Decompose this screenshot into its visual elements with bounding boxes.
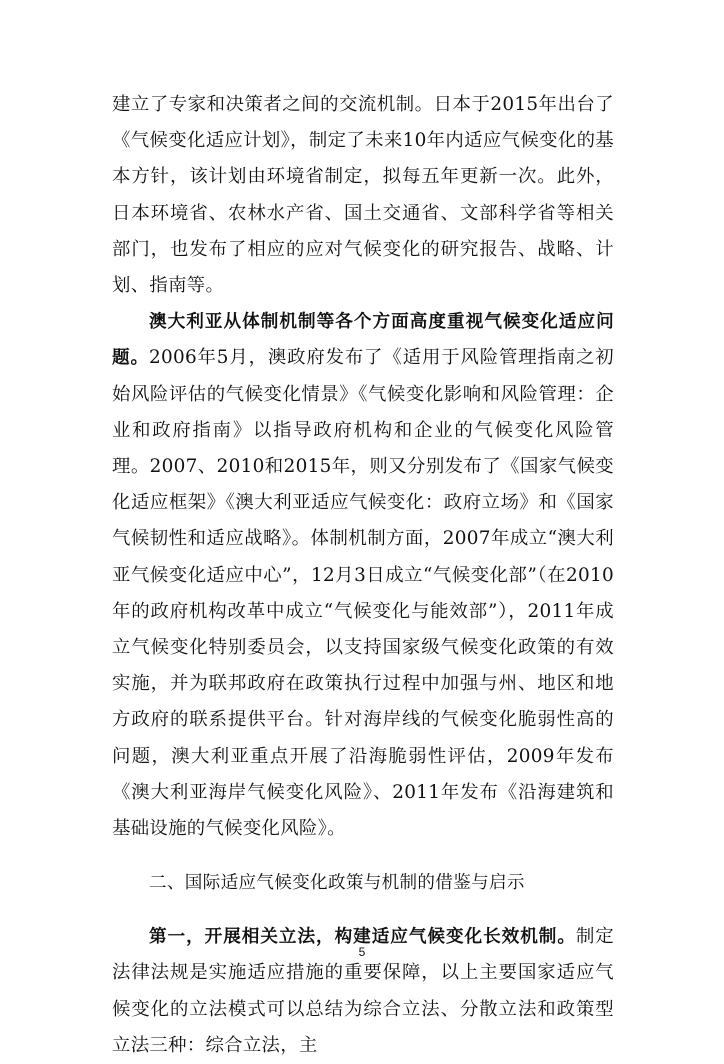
paragraph-legislation-text: 制定法律法规是实施适应措施的重要保障，以上主要国家适应气候变化的立法模式可以总结为综合立法、分散立法和政策型立法三种：综合立法，主	[112, 926, 614, 1056]
body-text	[112, 87, 614, 1064]
paragraph-legislation	[112, 919, 614, 1064]
section-heading: 二、国际适应气候变化政策与机制的借鉴与启示	[149, 873, 525, 894]
paragraph-japan	[112, 87, 614, 304]
paragraph-australia	[112, 304, 614, 847]
paragraph-japan-text: 建立了专家和决策者之间的交流机制。日本于2015年出台了《气候变化适应计划》，制定了未来10年内适应气候变化的基本方针，该计划由环境省制定，拟每五年更新一次。此外，日本环境省、农林水产省、国土交通省、文部科学省等相关部门，也发布了相应的应对气候变化的研究报告、战略、计划、指南等。	[112, 94, 614, 297]
paragraph-australia-text: 2006年5月，澳政府发布了《适用于风险管理指南之初始风险评估的气候变化情景》《气候变化影响和风险管理：企业和政府指南》以指导政府机构和企业的气候变化风险管理。2007、2010和2015年，则又分别发布了《国家气候变化适应框架》《澳大利亚适应气候变化：政府立场》和《国家气候韧性和适应战略》。体制机制方面，2007年成立“澳大利亚气候变化适应中心”，12月3日成立“气候变化部”（在2010年的政府机构改革中成立“气候变化与能效部”），2011年成立气候变化特别委员会，以支持国家级气候变化政策的有效实施，并为联邦政府在政策执行过程中加强与州、地区和地方政府的联系提供平台。针对海岸线的气候变化脆弱性高的问题，澳大利亚重点开展了沿海脆弱性评估，2009年发布《澳大利亚海岸气候变化风险》、2011年发布《沿海建筑和基础设施的气候变化风险》。	[112, 347, 614, 840]
paragraph-australia-lead: 澳大利亚从体制机制等各个方面高度重视气候变化适应问题。	[112, 312, 614, 369]
paragraph-legislation-lead: 第一，开展相关立法，构建适应气候变化长效机制。	[149, 927, 576, 948]
page-number: 5	[358, 945, 366, 959]
